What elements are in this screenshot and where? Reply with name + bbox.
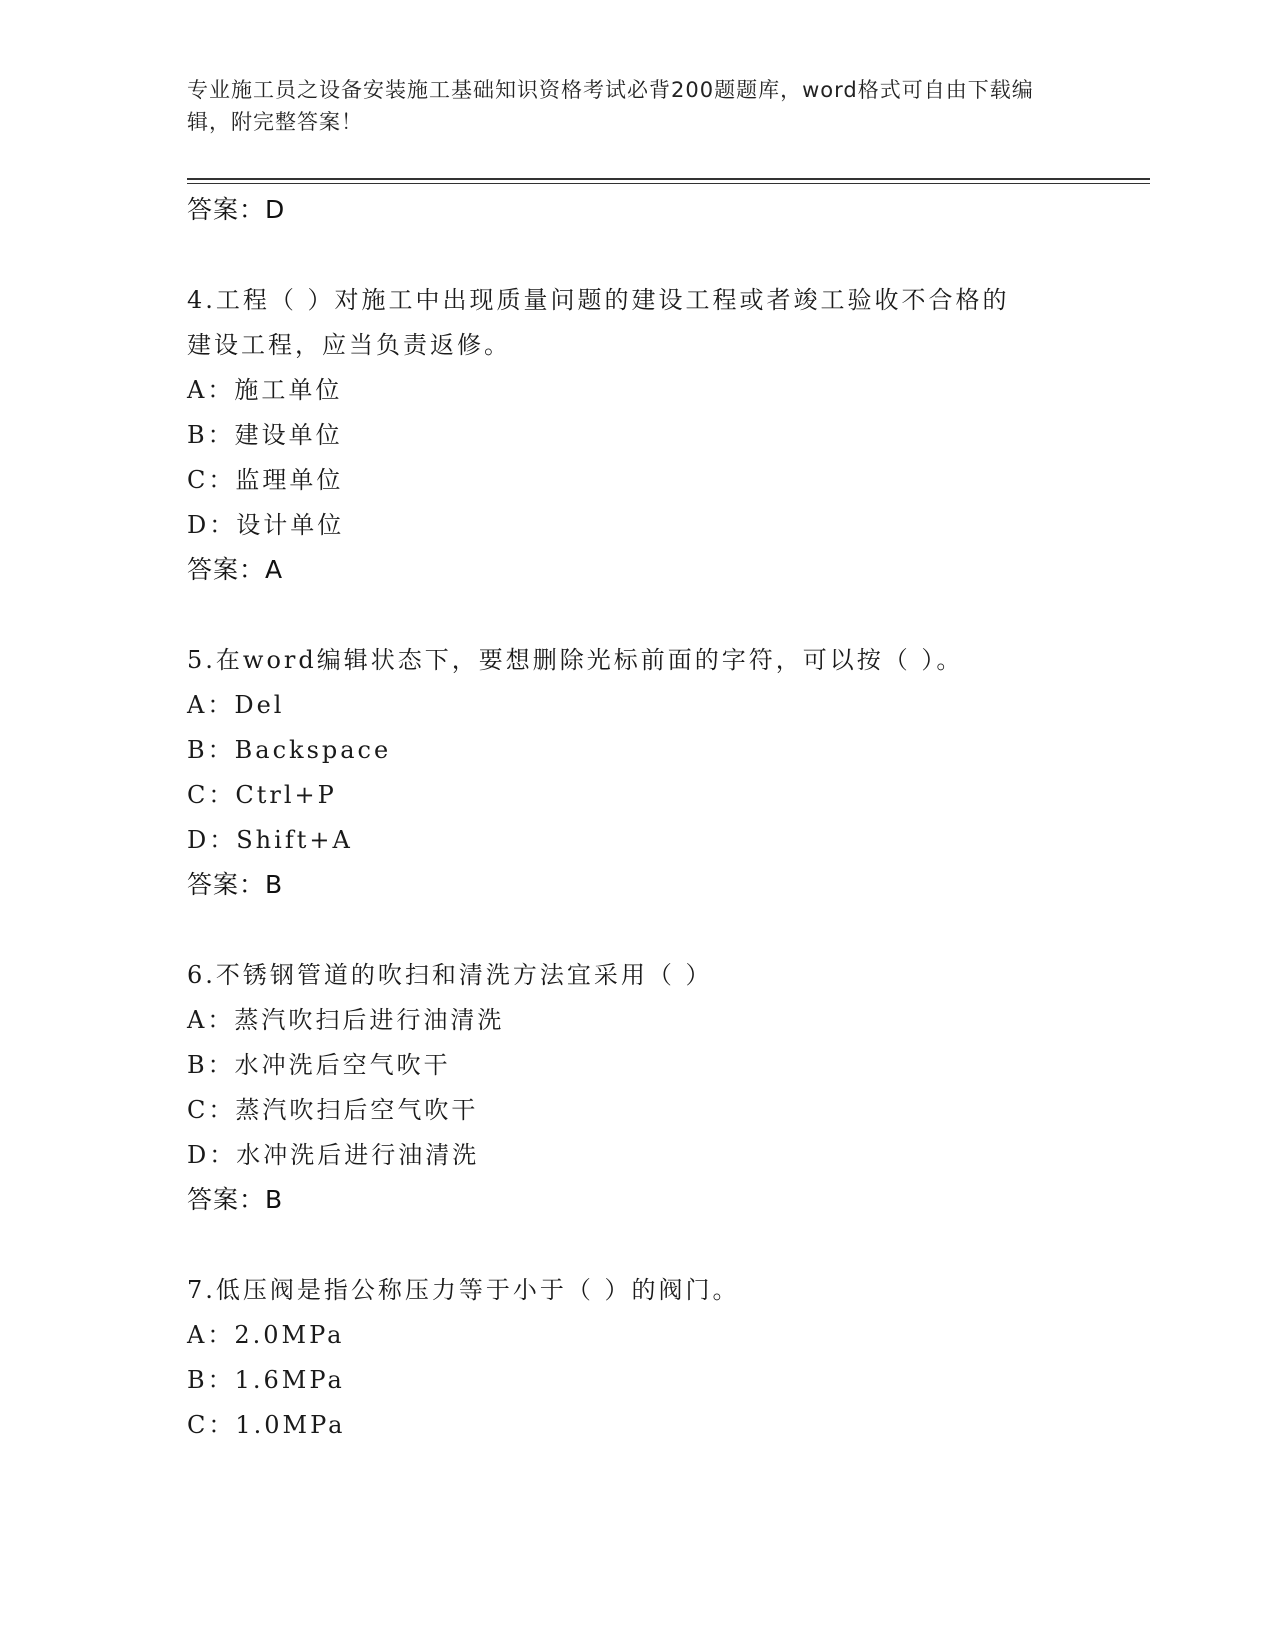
document-header: 专业施工员之设备安装施工基础知识资格考试必背200题题库，word格式可自由下载编辑，附完整答案！ xyxy=(187,78,1034,134)
question-4-option-a: A：施工单位 xyxy=(187,376,343,404)
question-4-option-d: D：设计单位 xyxy=(187,511,345,539)
question-4-option-c: C：监理单位 xyxy=(187,466,344,494)
question-7-stem-line1: 7.低压阀是指公称压力等于小于（ ）的阀门。 xyxy=(187,1276,740,1304)
question-5-stem-line1: 5.在word编辑状态下，要想删除光标前面的字符，可以按（ ）。 xyxy=(187,646,964,674)
question-7-option-c: C：1.0MPa xyxy=(187,1411,346,1439)
question-6-option-d: D：水冲洗后进行油清洗 xyxy=(187,1141,480,1169)
header-rule-thick xyxy=(187,178,1150,180)
question-5-option-d: D：Shift+A xyxy=(187,826,353,854)
question-4-stem-line2: 建设工程，应当负责返修。 xyxy=(187,331,511,359)
question-5-answer: 答案：B xyxy=(187,870,284,899)
question-6-option-b: B：水冲洗后空气吹干 xyxy=(187,1051,451,1079)
question-5-option-a: A：Del xyxy=(187,691,285,719)
question-7-option-a: A：2.0MPa xyxy=(187,1321,345,1349)
question-4-stem-line1: 4.工程（ ）对施工中出现质量问题的建设工程或者竣工验收不合格的 xyxy=(187,286,1010,314)
question-4-answer: 答案：A xyxy=(187,555,284,584)
question-5-option-c: C：Ctrl+P xyxy=(187,781,337,809)
question-7-option-b: B：1.6MPa xyxy=(187,1366,345,1394)
question-6-option-c: C：蒸汽吹扫后空气吹干 xyxy=(187,1096,479,1124)
question-6-option-a: A：蒸汽吹扫后进行油清洗 xyxy=(187,1006,505,1034)
question-6-stem-line1: 6.不锈钢管道的吹扫和清洗方法宜采用（ ） xyxy=(187,961,713,989)
answer-previous: 答案：D xyxy=(187,195,286,224)
question-5-option-b: B：Backspace xyxy=(187,736,392,764)
header-rule-thin xyxy=(187,183,1150,184)
question-6-answer: 答案：B xyxy=(187,1185,284,1214)
question-4-option-b: B：建设单位 xyxy=(187,421,343,449)
